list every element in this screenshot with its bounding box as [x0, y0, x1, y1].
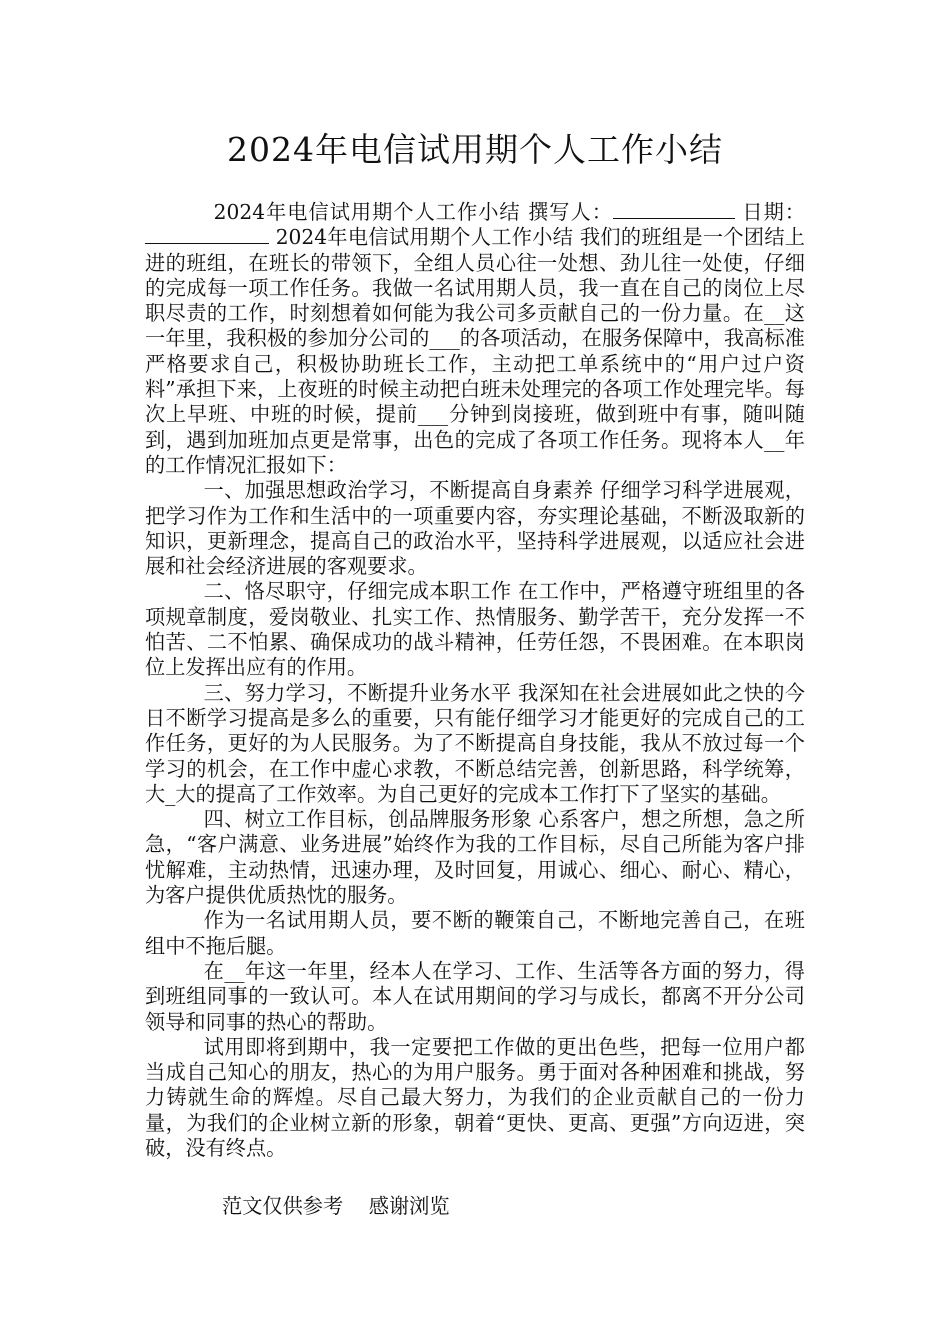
footer-note: 范文仅供参考 感谢浏览 [222, 1194, 450, 1218]
document-body [145, 200, 805, 1161]
paragraph-6: 在__年这一年里，经本人在学习、工作、生活等各方面的努力，得到班组同事的一致认可。本人在试用期间的学习与成长，都离不开分公司领导和同事的热心的帮助。 [145, 958, 805, 1034]
document-title: 2024年电信试用期个人工作小结 [227, 130, 723, 169]
header-paragraph [145, 200, 805, 478]
header-text-intro: 2024年电信试用期个人工作小结 我们的班组是一个团结上进的班组，在班长的带领下，全组人员心往一处想、劲儿往一处使，仔细的完成每一项工作任务。我做一名试用期人员，我一直在自己的岗位上尽职尽责的工作，时刻想着如何能为我公司多贡献自己的一份力量。在__这一年里，我积极的参加分公司的___的各项活动，在服务保障中，我高标准严格要求自己，积极协助班长工作，主动把工单系统中的“用户过户资料”承担下来，上夜班的时候主动把白班未处理完的各项工作处理完毕。每次上早班、中班的时候，提前___分钟到岗接班，做到班中有事，随叫随到，遇到加班加点更是常事，出色的完成了各项工作任务。现将本人__年的工作情况汇报如下： [145, 225, 805, 477]
date-blank [145, 225, 269, 244]
header-text-date: 日期： [734, 200, 805, 224]
paragraph-1: 一、加强思想政治学习，不断提高自身素养 仔细学习科学进展观，把学习作为工作和生活中的一项重要内容，夯实理论基础，不断汲取新的知识，更新理念，提高自己的政治水平，坚持科学进展观，以适应社会进展和社会经济进展的客观要求。 [145, 478, 805, 579]
paragraph-5: 作为一名试用期人员，要不断的鞭策自己，不断地完善自己，在班组中不拖后腿。 [145, 908, 805, 958]
paragraph-7: 试用即将到期中，我一定要把工作做的更出色些，把每一位用户都当成自己知心的朋友，热心的为用户服务。勇于面对各种困难和挑战，努力铸就生命的辉煌。尽自己最大努力，为我们的企业贡献自己的一份力量，为我们的企业树立新的形象，朝着“更快、更高、更强”方向迈进，突破，没有终点。 [145, 1034, 805, 1160]
paragraph-4: 四、树立工作目标，创品牌服务形象 心系客户，想之所想，急之所急，“客户满意、业务进展”始终作为我的工作目标，尽自己所能为客户排忧解难，主动热情，迅速办理，及时回复，用诚心、细心、耐心、精心，为客户提供优质热忱的服务。 [145, 807, 805, 908]
writer-blank [613, 200, 735, 219]
header-text-writer: 2024年电信试用期个人工作小结 撰写人： [213, 200, 613, 224]
paragraph-2: 二、恪尽职守，仔细完成本职工作 在工作中，严格遵守班组里的各项规章制度，爱岗敬业、扎实工作、热情服务、勤学苦干，充分发挥一不怕苦、二不怕累、确保成功的战斗精神，任劳任怨，不畏困难。在本职岗位上发挥出应有的作用。 [145, 579, 805, 680]
paragraph-3: 三、努力学习，不断提升业务水平 我深知在社会进展如此之快的今日不断学习提高是多么的重要，只有能仔细学习才能更好的完成自己的工作任务，更好的为人民服务。为了不断提高自身技能，我从不放过每一个学习的机会，在工作中虚心求教，不断总结完善，创新思路，科学统筹，大_大的提高了工作效率。为自己更好的完成本工作打下了坚实的基础。 [145, 680, 805, 806]
